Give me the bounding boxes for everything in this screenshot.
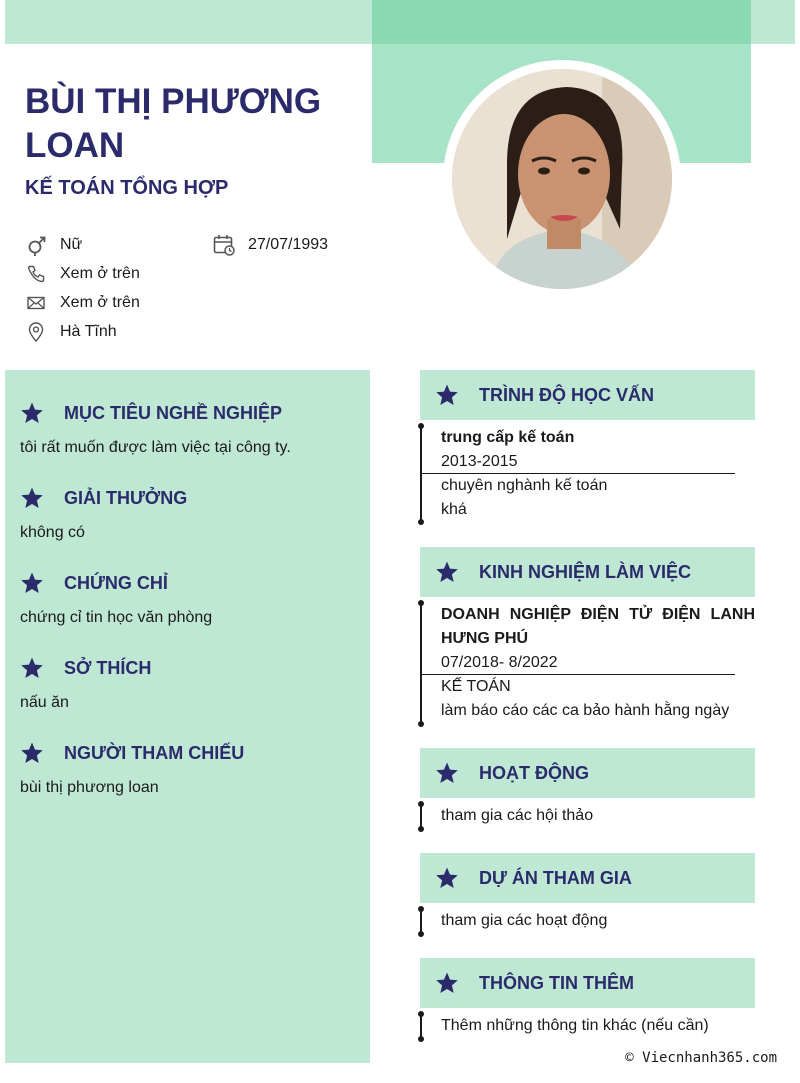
section-content: nấu ăn xyxy=(20,694,69,711)
profile-photo xyxy=(452,69,672,289)
star-icon xyxy=(20,486,44,510)
section-content: bùi thị phương loan xyxy=(20,779,159,796)
experience-period: 07/2018- 8/2022 xyxy=(441,654,558,671)
projects-content: tham gia các hoạt động xyxy=(441,912,608,929)
hobbies-section xyxy=(20,655,360,712)
email-row xyxy=(25,292,140,314)
timeline-dot xyxy=(418,906,424,912)
experience-header xyxy=(420,547,755,597)
timeline-dot xyxy=(418,721,424,727)
timeline-dot xyxy=(418,931,424,937)
phone-icon xyxy=(25,263,47,285)
section-content: chứng cỉ tin học văn phòng xyxy=(20,609,213,626)
section-title: DỰ ÁN THAM GIA xyxy=(479,867,632,888)
company-name-cont: HƯNG PHÚ xyxy=(441,630,529,647)
gender-row xyxy=(25,234,82,256)
timeline-line xyxy=(420,603,422,724)
section-title: THÔNG TIN THÊM xyxy=(479,972,634,993)
section-title: GIẢI THƯỞNG xyxy=(64,487,188,508)
star-icon xyxy=(435,383,459,407)
education-entry xyxy=(441,426,755,474)
timeline-dot xyxy=(418,1011,424,1017)
timeline-dot xyxy=(418,423,424,429)
section-title: TRÌNH ĐỘ HỌC VẤN xyxy=(479,384,654,405)
education-major: chuyên nghành kế toán xyxy=(441,477,608,494)
company-name: DOANH NGHIỆP ĐIỆN TỬ ĐIỆN LANH xyxy=(441,606,755,623)
calendar-icon xyxy=(213,234,235,256)
address-value: Hà Tĩnh xyxy=(60,323,117,340)
star-icon xyxy=(20,741,44,765)
timeline-line xyxy=(420,426,422,522)
experience-description: làm báo cáo các ca bảo hành hằng ngày xyxy=(441,702,730,719)
phone-value: Xem ở trên xyxy=(60,265,140,282)
section-title: KINH NGHIỆM LÀM VIỆC xyxy=(479,561,692,582)
education-header xyxy=(420,370,755,420)
section-content: không có xyxy=(20,524,85,541)
section-title: CHỨNG CHỈ xyxy=(64,572,168,593)
additional-info-header xyxy=(420,958,755,1008)
timeline-dot xyxy=(418,826,424,832)
section-content: tôi rất muốn được làm việc tại công ty. xyxy=(20,439,291,456)
candidate-name: BÙI THỊ PHƯƠNG LOAN xyxy=(25,82,322,165)
section-title: MỤC TIÊU NGHỀ NGHIỆP xyxy=(64,402,283,423)
location-pin-icon xyxy=(25,321,47,343)
awards-section xyxy=(20,485,360,542)
experience-entry xyxy=(441,603,755,675)
envelope-icon xyxy=(25,292,47,314)
birthdate-row xyxy=(213,234,328,256)
references-section xyxy=(20,740,360,797)
email-value: Xem ở trên xyxy=(60,294,140,311)
school-name: trung cấp kế toán xyxy=(441,429,575,446)
birthdate-value: 27/07/1993 xyxy=(248,236,329,253)
certificates-section xyxy=(20,570,360,627)
section-title: NGƯỜI THAM CHIẾU xyxy=(64,742,245,763)
phone-row xyxy=(25,263,140,285)
timeline-dot xyxy=(418,801,424,807)
star-icon xyxy=(20,401,44,425)
star-icon xyxy=(435,971,459,995)
star-icon xyxy=(20,571,44,595)
activities-header xyxy=(420,748,755,798)
additional-info-content: Thêm những thông tin khác (nếu cần) xyxy=(441,1017,709,1034)
star-icon xyxy=(435,866,459,890)
footer-watermark[interactable]: © Viecnhanh365.com xyxy=(625,1050,777,1066)
star-icon xyxy=(20,656,44,680)
education-period: 2013-2015 xyxy=(441,453,518,470)
address-row xyxy=(25,321,117,343)
timeline-dot xyxy=(418,1036,424,1042)
section-title: SỞ THÍCH xyxy=(64,657,152,678)
projects-header xyxy=(420,853,755,903)
portrait-photo-icon xyxy=(452,69,672,289)
star-icon xyxy=(435,761,459,785)
experience-details xyxy=(441,675,755,723)
star-icon xyxy=(435,560,459,584)
left-column xyxy=(5,370,370,1063)
timeline-dot xyxy=(418,519,424,525)
gender-icon xyxy=(25,234,47,256)
education-grade: khá xyxy=(441,501,467,518)
timeline-dot xyxy=(418,600,424,606)
career-objective-section xyxy=(20,400,360,457)
activities-content: tham gia các hội thảo xyxy=(441,807,594,824)
experience-position: KẾ TOÁN xyxy=(441,678,511,695)
job-title: KẾ TOÁN TỔNG HỢP xyxy=(25,177,229,199)
education-details xyxy=(441,474,755,522)
gender-value: Nữ xyxy=(60,236,83,253)
section-title: HOẠT ĐỘNG xyxy=(479,762,589,783)
